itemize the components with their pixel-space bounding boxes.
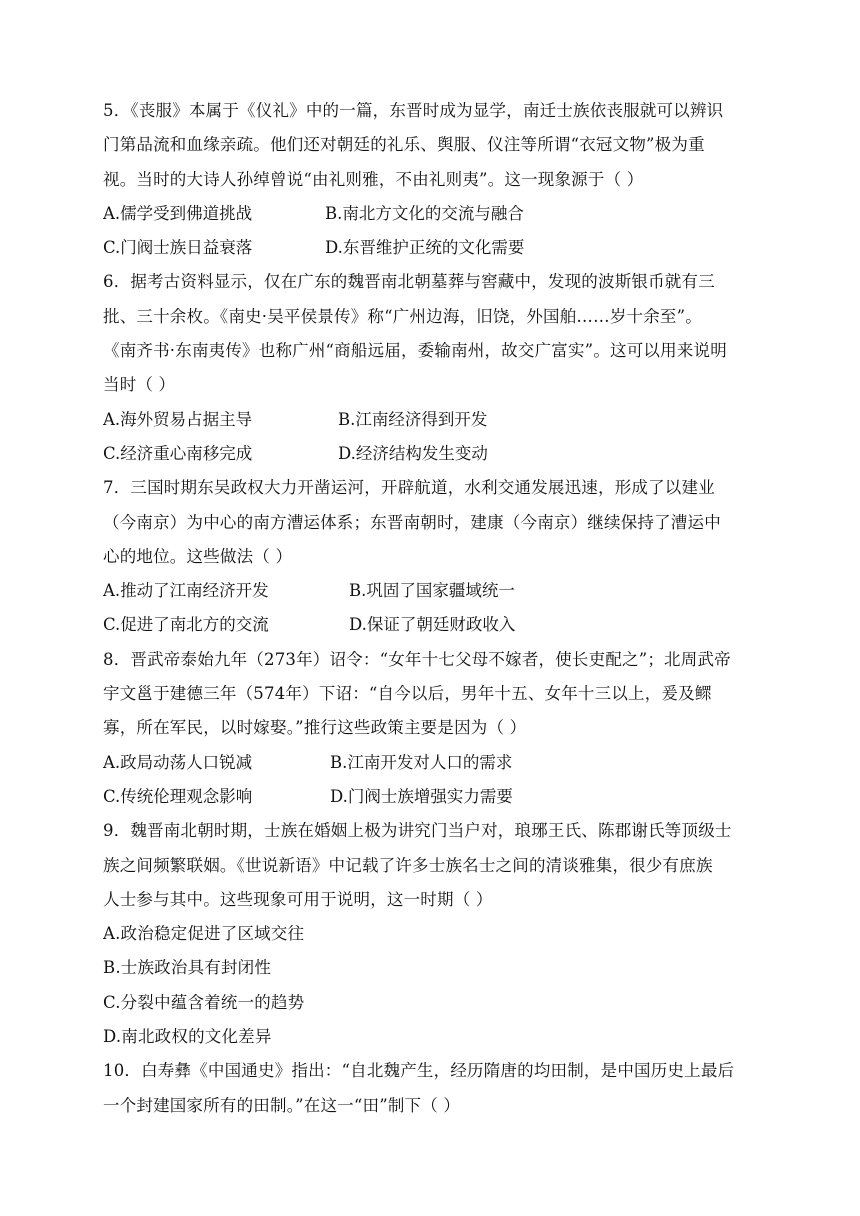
option-a: A.政局动荡人口锐减 xyxy=(103,752,253,772)
question-9 xyxy=(103,814,763,1054)
question-text-line: 一个封建国家所有的田制。”在这一“田”制下（ ） xyxy=(103,1095,461,1115)
option-row xyxy=(103,780,763,814)
option-row xyxy=(103,437,763,471)
question-text-line: 6．据考古资料显示，仅在广东的魏晋南北朝墓葬与窖藏中，发现的波斯银币就有三 xyxy=(103,272,715,292)
option-c: C.门阀士族日益衰落 xyxy=(103,238,253,258)
option-b: B.士族政治具有封闭性 xyxy=(103,958,272,978)
question-text-line: 7．三国时期东吴政权大力开凿运河，开辟航道，水利交通发展迅速，形成了以建业 xyxy=(103,478,715,498)
question-text-line: 批、三十余枚。《南史·吴平侯景传》称“广州边海，旧饶，外国舶……岁十余至”。 xyxy=(103,306,702,326)
question-text-line: （今南京）为中心的南方漕运体系；东晋南朝时，建康（今南京）继续保持了漕运中 xyxy=(103,512,721,532)
option-c: C.促进了南北方的交流 xyxy=(103,615,269,635)
question-text-line: 10．白寿彝《中国通史》指出：“自北魏产生，经历隋唐的均田制，是中国历史上最后 xyxy=(103,1061,735,1081)
option-row xyxy=(103,403,763,437)
question-text-line: 寡，所在军民，以时嫁娶。”推行这些政策主要是因为（ ） xyxy=(103,718,527,738)
option-b: B.巩固了国家疆域统一 xyxy=(349,581,515,601)
question-text-line: 宇文邕于建德三年（574年）下诏：“自今以后，男年十五、女年十三以上，爰及鳏 xyxy=(103,684,712,704)
option-row xyxy=(103,197,763,231)
option-d: D.经济结构发生变动 xyxy=(338,443,488,463)
question-text-line: 人士参与其中。这些现象可用于说明，这一时期（ ） xyxy=(103,889,493,909)
question-7 xyxy=(103,471,763,642)
option-d: D.保证了朝廷财政收入 xyxy=(349,615,516,635)
option-d: D.南北政权的文化差异 xyxy=(103,1027,272,1047)
question-8 xyxy=(103,643,763,814)
question-10 xyxy=(103,1054,763,1123)
option-a: A.儒学受到佛道挑战 xyxy=(103,203,253,223)
question-text-line: 当时（ ） xyxy=(103,375,176,395)
question-text-line: 9．魏晋南北朝时期，士族在婚姻上极为讲究门当户对，琅琊王氏、陈郡谢氏等顶级士 xyxy=(103,821,732,841)
option-row xyxy=(103,574,763,608)
question-text-line: 《南齐书·东南夷传》也称广州“商船远届，委输南州，故交广富实”。这可以用来说明 xyxy=(103,341,727,361)
question-text-line: 心的地位。这些做法（ ） xyxy=(103,546,293,566)
option-row xyxy=(103,608,763,642)
question-text-line: 5．《丧服》本属于《仪礼》中的一篇，东晋时成为显学，南迁士族依丧服就可以辨识 xyxy=(103,101,724,120)
option-d: D.东晋维护正统的文化需要 xyxy=(325,238,525,258)
option-a: A.海外贸易占据主导 xyxy=(103,409,253,429)
question-text-line: 门第品流和血缘亲疏。他们还对朝廷的礼乐、舆服、仪注等所谓“衣冠文物”极为重 xyxy=(103,135,705,155)
question-5 xyxy=(103,94,763,265)
option-b: B.南北方文化的交流与融合 xyxy=(325,203,524,223)
option-b: B.江南经济得到开发 xyxy=(338,409,488,429)
option-d: D.门阀士族增强实力需要 xyxy=(330,786,513,806)
question-text-line: 族之间频繁联姻。《世说新语》中记载了许多士族名士之间的清谈雅集，很少有庶族 xyxy=(103,855,713,875)
option-c: C.分裂中蕴含着统一的趋势 xyxy=(103,992,305,1012)
option-a: A.政治稳定促进了区域交往 xyxy=(103,924,305,944)
option-c: C.传统伦理观念影响 xyxy=(103,786,253,806)
question-text-line: 视。当时的大诗人孙绰曾说“由礼则雅，不由礼则夷”。这一现象源于（ ） xyxy=(103,169,644,189)
question-6 xyxy=(103,265,763,471)
option-row xyxy=(103,746,763,780)
option-c: C.经济重心南移完成 xyxy=(103,443,253,463)
option-a: A.推动了江南经济开发 xyxy=(103,581,269,601)
option-b: B.江南开发对人口的需求 xyxy=(330,752,513,772)
option-row xyxy=(103,231,763,265)
exam-page xyxy=(103,94,763,1123)
question-text-line: 8．晋武帝泰始九年（273年）诏令：“女年十七父母不嫁者，使长吏配之”；北周武帝 xyxy=(103,649,731,669)
